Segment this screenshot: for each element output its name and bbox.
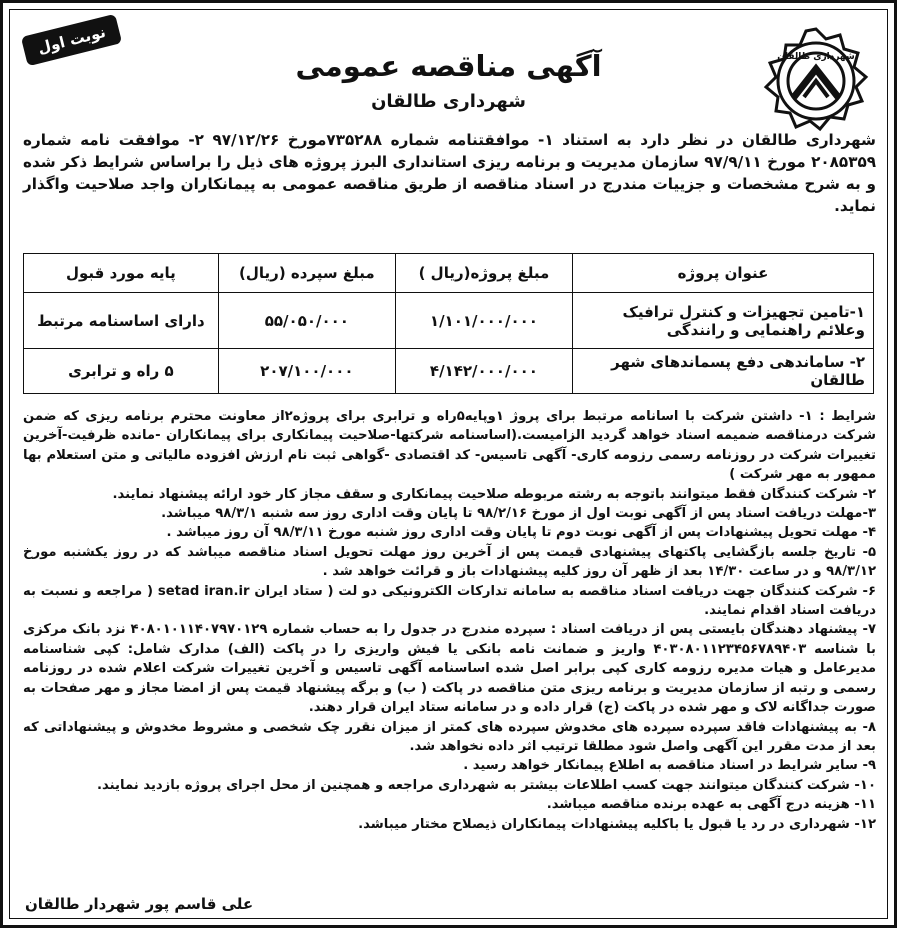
header-deposit-amount: مبلغ سپرده (ریال): [218, 254, 395, 293]
header-project-title: عنوان پروژه: [572, 254, 873, 293]
intro-paragraph: شهرداری طالقان در نظر دارد به استناد ۱- موافقتنامه شماره ۷۳۵۲۸۸مورخ ۹۷/۱۲/۲۶ ۲- موافقت نامه شماره ۲۰۸۵۳۵۹ مورخ ۹۷/۹/۱۱ سازمان مدیریت و برنامه ریزی استانداری البرز پروژه های ذیل را براساس شرایط ذکر شده و به شرح مشخصات و جزییات مندرج در اسناد مناقصه از طریق مناقصه عمومی به پیمانکاران واجد صلاحیت واگذار نماید.: [23, 131, 876, 215]
header-accepted-grade: پایه مورد قبول: [24, 254, 219, 293]
condition-item: ۶- شرکت کنندگان جهت دریافت اسناد مناقصه به سامانه تدارکات الکترونیکی دو لت ( ستاد ایران setad iran.ir ( مراجعه و نسبت به دریافت اسناد اقدام نمایند.: [23, 583, 876, 619]
notice-subtitle: شهرداری طالقان: [371, 91, 526, 112]
row-1-deposit: ۵۵/۰۵۰/۰۰۰: [218, 293, 395, 349]
logo-text: شهرداری طالقان: [777, 52, 855, 62]
row-2-deposit: ۲۰۷/۱۰۰/۰۰۰: [218, 349, 395, 394]
table-row: [24, 293, 874, 349]
row-1-title: ۱-تامین تجهیزات و کنترل ترافیک وعلائم راهنمایی و رانندگی: [572, 293, 873, 349]
condition-item: ۹- سایر شرایط در اسناد مناقصه به اطلاع پیمانکار خواهد رسید .: [463, 758, 876, 774]
condition-item: ۸- به پیشنهادات فاقد سپرده سپرده های مخدوش سپرده های کمتر از میزان نقرر چک شخصی و مشروط مخدوش و پیشنهاداتی که بعد از مدت مقرر این آگهی واصل شود مطلقا ترتیب اثر داده نخواهد شد.: [23, 719, 876, 754]
row-2-amount: ۴/۱۴۲/۰۰۰/۰۰۰: [395, 349, 572, 394]
condition-item: ۵- تاریخ جلسه بازگشایی پاکتهای پیشنهادی قیمت پس از آخرین روز مهلت تحویل اسناد مناقصه میباشد که در روز یکشنبه مورخ ۹۸/۳/۱۲ و در ساعت ۱۴/۳۰ بعد از ظهر آن روز کلیه پیشنهادات باز و قرائت خواهد شد .: [23, 544, 876, 580]
table-row: [24, 349, 874, 394]
header-project-amount: مبلغ پروژه(ریال ): [395, 254, 572, 293]
row-1-grade: دارای اساسنامه مرتبط: [24, 293, 219, 349]
row-2-title: ۲- ساماندهی دفع پسماندهای شهر طالقان: [572, 349, 873, 394]
condition-item: شرایط : ۱- داشتن شرکت با اسانامه مرتبط برای پروژ ۱وپایه۵راه و ترابری برای پروژه۲از معاونت محترم برنامه ریزی که ضمن شرکت درمناقصه ضمیمه اسناد خواهد گردید الزامیست.(اساسنامه شرکتها-صلاحیت پیمانکاری برای پیمانکاران -مانده ظرفیت-آخرین تغییرات شرکت در روزنامه رسمی رزومه کاری- آگهی تاسیس- کد اقتصادی -گواهی ثبت نام ارزش افزوده مالیاتی و متن استعلام بها ممهور به مهر شرکت ): [23, 409, 876, 483]
condition-item: ۴- مهلت تحویل پیشنهادات پس از آگهی نوبت دوم تا پایان وقت اداری روز شنبه مورخ ۹۸/۳/۱۱ آن روز میباشد .: [166, 525, 876, 541]
notice-title: آگهی مناقصه عمومی: [295, 49, 602, 83]
condition-item: ۱۱- هزینه درج آگهی به عهده برنده مناقصه میباشد.: [546, 797, 876, 813]
condition-item: ۲- شرکت کنندگان فقط میتوانند باتوجه به رشته مربوطه صلاحیت پیمانکاری و سقف مجاز کار خود ارائه پیشنهاد نمایند.: [112, 486, 876, 502]
table-header-row: [24, 254, 874, 293]
row-2-grade: ۵ راه و ترابری: [24, 349, 219, 394]
projects-table: [23, 253, 874, 394]
condition-item: ۱۰- شرکت کنندگان میتوانند جهت کسب اطلاعات بیشتر به شهرداری مراجعه و همچنین از محل اجرای پروژه بازدید نمایند.: [97, 777, 876, 793]
condition-item: ۳-مهلت دریافت اسناد پس از آگهی نوبت اول از مورخ ۹۸/۲/۱۶ تا پایان وقت اداری روز سه شنبه ۹۸/۳/۱ میباشد.: [161, 506, 876, 522]
round-badge: نوبت اول: [21, 14, 123, 67]
conditions-list: [23, 407, 876, 834]
row-1-amount: ۱/۱۰۱/۰۰۰/۰۰۰: [395, 293, 572, 349]
condition-item: ۷- پیشنهاد دهندگان بایستی پس از دریافت اسناد : سپرده مندرج در جدول را به حساب شماره ۴۰۸۰۱۰۱۱۴۰۷۹۷۰۱۲۹ نزد بانک مرکزی با شناسه ۴۰۳۰۸۰۱۱۲۳۴۵۶۷۸۹۴۰۳ واریز و ضمانت نامه بانکی یا فیش واریزی را در پاکت (الف) مدارک شامل: کپی شناسنامه مدیرعامل و هیات مدیره رزومه کاری کپی برابر اصل شده اساسنامه آگهی تاسیس و آخرین تغییرات شرکت اعلام شده در روزنامه رسمی و رتبه از سازمان مدیریت و برنامه ریزی متن مناقصه در پاکت ( ب) و برگه پیشنهاد قیمت پس از امضا مجاز و مهر صفحات به صورت جداگانه لاک و مهر شده در پاکت (ج) قرار داده و در سامانه ستاد ایران قرار دهند.: [23, 622, 877, 716]
condition-item: ۱۲- شهرداری در رد یا قبول یا باکلیه پیشنهادات پیمانکاران ذیصلاح مختار میباشد.: [358, 816, 876, 832]
signature-line: علی قاسم پور شهردار طالقان: [25, 895, 254, 913]
